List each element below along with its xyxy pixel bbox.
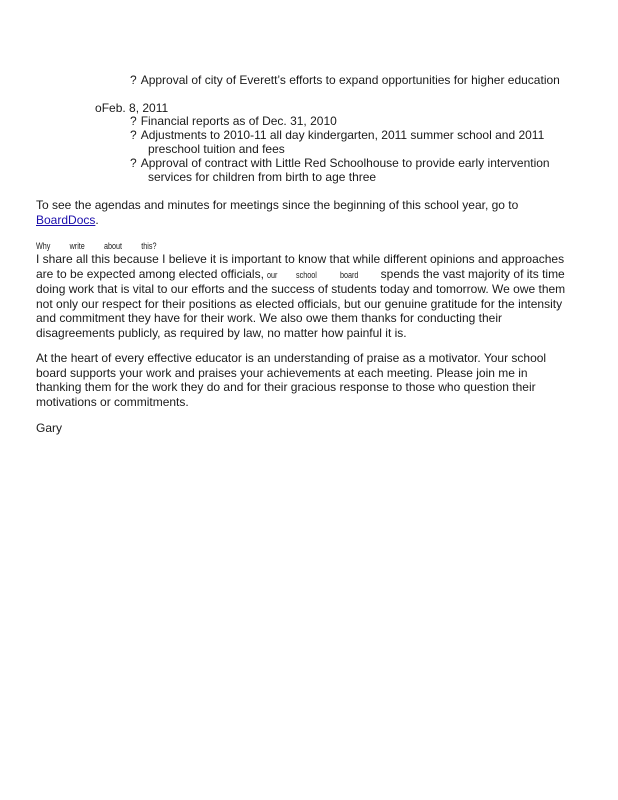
list-item-everett: [130, 73, 560, 88]
paragraph-line: not only our respect for their positions as elected officials, but our genuine gratitude for the intensity: [36, 296, 563, 311]
list-item-contract: [130, 156, 550, 171]
period: .: [95, 212, 99, 227]
boarddocs-link[interactable]: BoardDocs: [36, 212, 96, 227]
paragraph-line: disagreements publicly, as required by law, no matter how painful it is.: [36, 325, 407, 340]
word-school: school: [296, 269, 318, 280]
bullet-glyph: ?: [130, 156, 137, 170]
list-item-text: Adjustments to 2010-11 all day kindergarten, 2011 summer school and 2011: [140, 128, 545, 142]
list-item-contract-cont: [148, 170, 376, 185]
paragraph-line: doing work that is vital to our efforts and the success of students today and tomorrow. We owe them: [36, 282, 566, 296]
share-paragraph: [36, 252, 576, 340]
heading-word: this?: [141, 241, 157, 251]
line-text: spends the vast majority of its time: [377, 266, 565, 281]
bullet-glyph: ?: [130, 73, 137, 87]
list-item-text: services for children from birth to age three: [148, 170, 377, 184]
paragraph-line: [36, 213, 576, 228]
date-text: Feb. 8, 2011: [101, 101, 169, 115]
heart-paragraph: [36, 351, 576, 409]
bullet-glyph: ?: [130, 114, 137, 128]
paragraph-line: board supports your work and praises your achievements at each meeting. Please join me in: [36, 365, 528, 380]
section-heading-why: [36, 241, 156, 251]
list-item-adjustments: [130, 128, 544, 143]
paragraph-line: [36, 267, 576, 283]
bullet-glyph: ?: [130, 128, 137, 142]
list-item-text: Approval of contract with Little Red Schoolhouse to provide early intervention: [140, 156, 550, 170]
list-item-adjustments-cont: [148, 142, 285, 157]
heading-word: write: [69, 241, 85, 251]
paragraph-line: and commitment they have for their work. We also owe them thanks for conducting their: [36, 311, 502, 325]
paragraph-line: At the heart of every effective educator is an understanding of praise as a motivator. Your school: [36, 351, 547, 365]
heading-word: Why: [36, 241, 51, 251]
paragraph-line: To see the agendas and minutes for meetings since the beginning of this school year, go to: [36, 198, 519, 212]
heading-word: about: [104, 241, 123, 251]
paragraph-line: motivations or commitments.: [36, 394, 189, 409]
list-item-text: Approval of city of Everett’s efforts to expand opportunities for higher education: [140, 73, 560, 87]
signature-name: Gary: [36, 421, 63, 435]
word-board: board: [340, 269, 359, 280]
line-text: are to be expected among elected officials,: [36, 266, 268, 281]
bullet-circle: o: [95, 101, 102, 115]
list-item-financial-reports: [130, 114, 337, 129]
word-our: our: [267, 269, 278, 280]
agenda-paragraph: [36, 198, 576, 227]
paragraph-line: thanking them for the work they do and for their gracious response to those who question their: [36, 380, 536, 394]
list-item-text: Financial reports as of Dec. 31, 2010: [140, 114, 337, 128]
paragraph-line: I share all this because I believe it is important to know that while different opinions and approaches: [36, 252, 565, 266]
list-item-text: preschool tuition and fees: [148, 142, 285, 156]
signature: [36, 421, 62, 436]
